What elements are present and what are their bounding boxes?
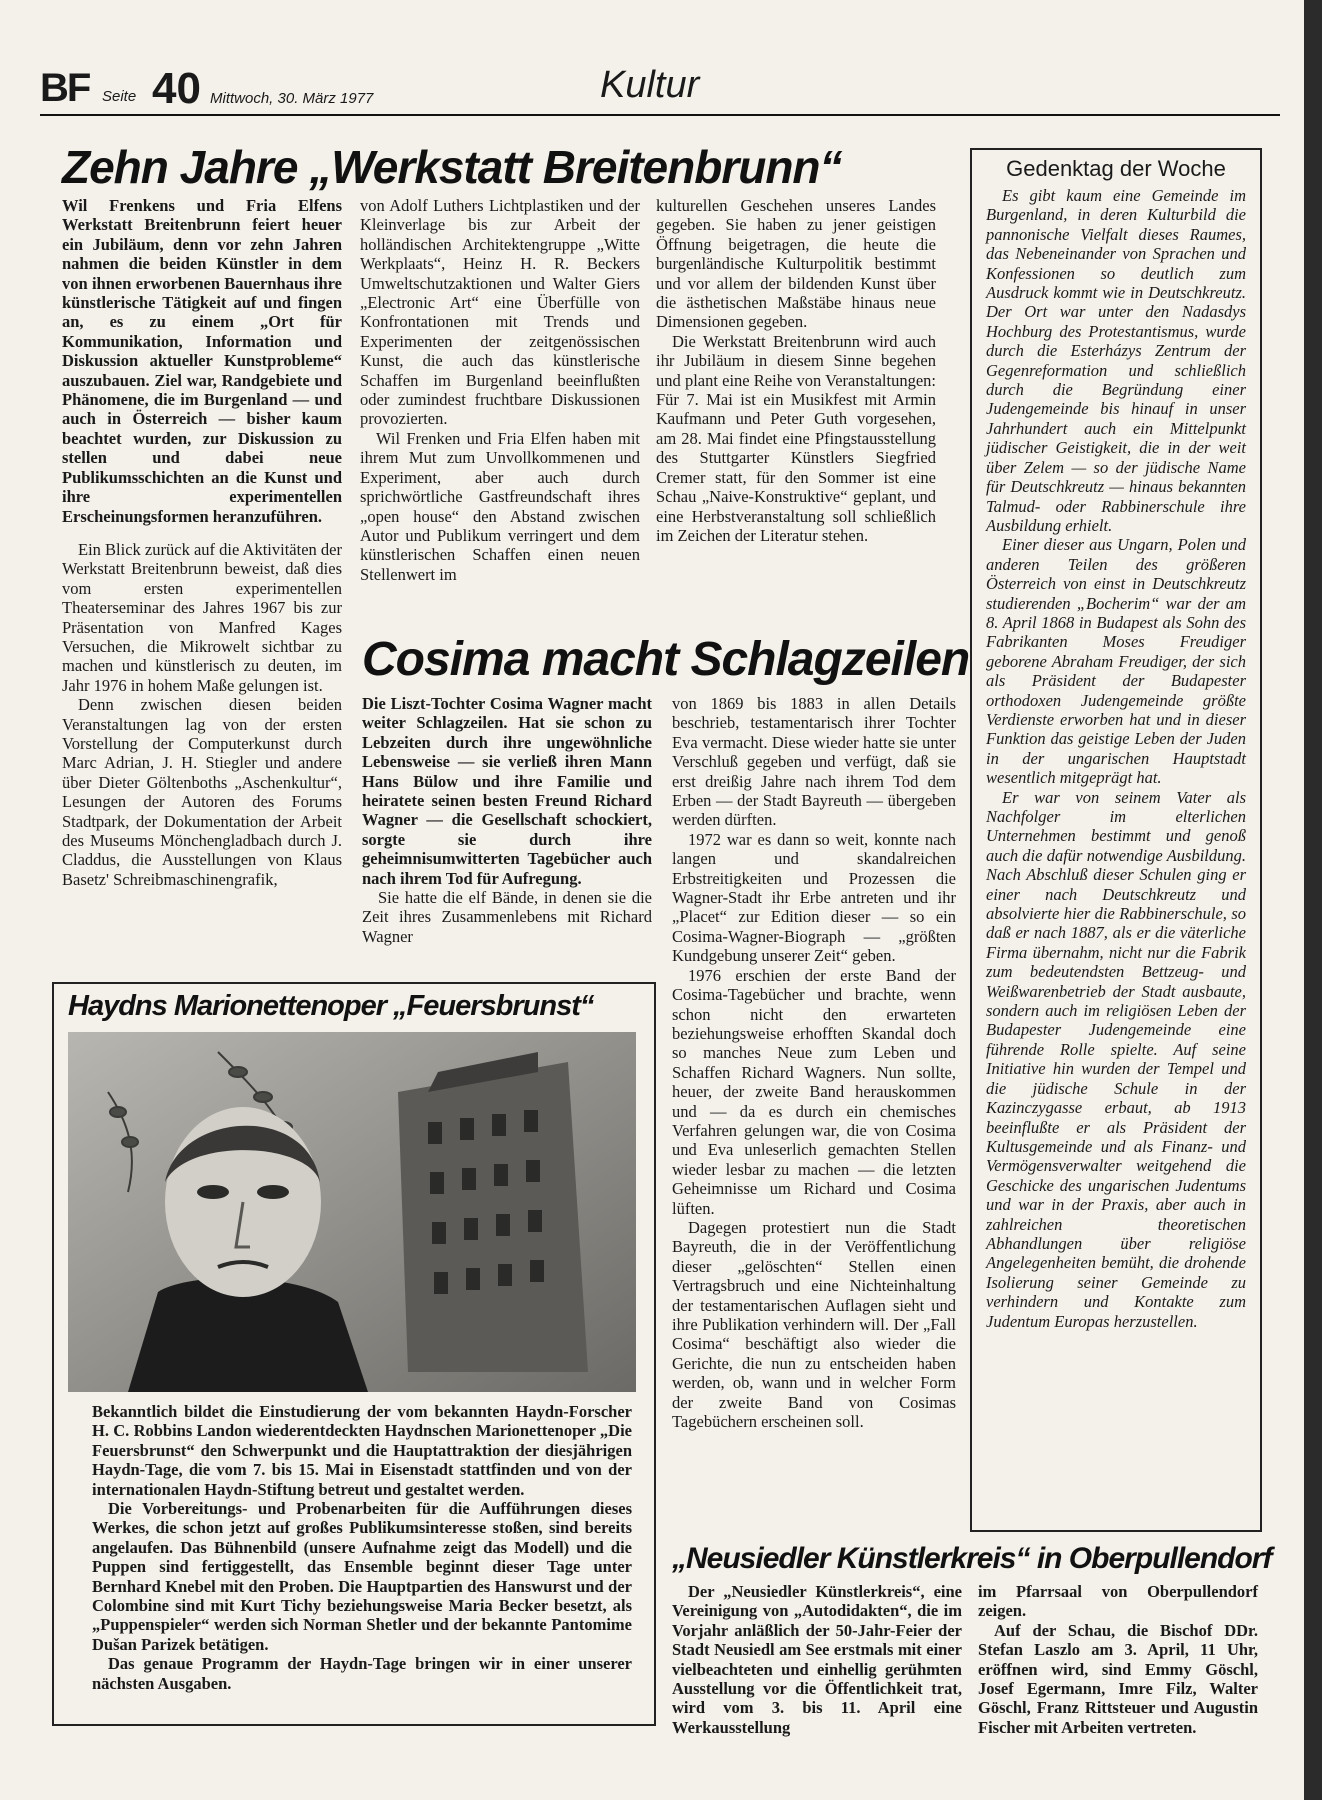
masthead-seite-label: Seite [102,88,137,105]
article4-headline: „Neusiedler Künstlerkreis“ in Oberpullendorf [672,1542,1272,1575]
article4-paragraph: im Pfarrsaal von Oberpullendorf zeigen. [978,1582,1258,1621]
article1-headline: Zehn Jahre „Werkstatt Breitenbrunn“ [62,141,842,193]
sidebar-body [986,186,1246,1331]
building-model [398,1052,588,1372]
article1-paragraph: Ein Blick zurück auf die Aktivitäten der Werkstatt Breitenbrunn beweist, daß dies vom ersten experimentellen Theaterseminar des Jahres 1967 bis zur Präsentation von Manfred Kages Versuchen, die Mikrowelt sichtbar zu machen und künstlerisch zu deuten, im Jahr 1976 in hohem Maße gelungen ist. [62,539,342,695]
article3-lead: Bekanntlich bildet die Einstudierung der vom bekannten Haydn-Forscher H. C. Robbins Landon wiederentdeckten Haydnschen Marionettenoper „Die Feuersbrunst“ den Schwerpunkt und die Hauptattraktion der diesjährigen Haydn-Tage, die vom 7. bis 15. Mai in Eisenstadt stattfinden und von der internationalen Haydn-Stiftung betreut und gestaltet werden. [92,1402,632,1499]
sidebar-paragraph: Es gibt kaum eine Gemeinde im Burgenland, in deren Kulturbild die pannonische Vielfalt dieses Raumes, das Nebeneinander von Sprachen und Konfessionen so deutlich zum Ausdruck kommt wie in Deutschkreutz. Der Ort war unter den Nadasdys Hochburg des Protestantismus, wurde durch die Esterházys Zentrum der Gegenreformation und schließlich durch die Begründung einer Judengemeinde bis hinauf in unser Jahrhundert auch ein Mittelpunkt jüdischer Geistigkeit, die in der weit über Zelem — so der jüdische Name für Deutschkreutz — hinaus bekannten Talmud- oder Rabbinerschule ihre Ausbildung erhielt. [986,186,1246,535]
article2-paragraph: von 1869 bis 1883 in allen Details beschrieb, testamentarisch ihrer Tochter Eva vermacht. Diese wieder hatte sie unter Verschluß gegeben und verfügt, daß sie erst dreißig Jahre nach ihrem Tod dem Erben — der Stadt Bayreuth — übergeben werden dürften. [672,694,956,830]
article2-column-2 [672,694,956,1431]
masthead-logo: BF [40,66,90,110]
article4-paragraph: Der „Neusiedler Künstlerkreis“, eine Vereinigung von „Autodidakten“, die im Vorjahr anläßlich der 50-Jahr-Feier der Stadt Neusiedl am See erstmals mit einer vielbeachteten und einhellig gerühmten Ausstellung vor die Öffentlichkeit trat, wird vom 3. bis 11. April eine Werkausstellung [672,1582,962,1737]
article3-body [92,1402,632,1693]
article4-column-1 [672,1582,962,1737]
issue-date: Mittwoch, 30. März 1977 [210,90,374,107]
page-edge-shadow [1304,0,1322,1800]
article2-column-1 [362,694,652,946]
sidebar-title: Gedenktag der Woche [1006,156,1226,181]
section-title: Kultur [600,64,700,106]
page-number: 40 [152,64,201,113]
marionette-stage-model-photo [68,1032,636,1392]
sidebar-paragraph: Einer dieser aus Ungarn, Polen und anderen Teilen des größeren Österreich von einst in Deutschkreutz studierenden „Bocherim“ war der am 8. April 1868 in Budapest als Sohn des Fabrikanten Moses Freudiger geborene Abraham Freudiger, der sich als Präsident der Budapester orthodoxen Judengemeinde größte Verdienste erworben hat und in dieser Funktion das geistige Leben der Juden in der ungarischen Hauptstadt wesentlich mitgeprägt hat. [986,535,1246,788]
article2-headline: Cosima macht Schlagzeilen [362,633,970,686]
article1-paragraph: Wil Frenken und Fria Elfen haben mit ihrem Mut zum Unvollkommenen und Experiment, aber auch durch sprichwörtliche Gastfreundschaft ihres „open house“ den Abstand zwischen Autor und Publikum verringert und dem künstlerischen Schaffen einen neuen Stellenwert im [360,428,640,584]
article2-paragraph: 1972 war es dann so weit, konnte nach langen und skandalreichen Erbstreitigkeiten und Prozessen die Wagner-Stadt ihr Erbe antreten und ihr „Placet“ zur Edition dieser — so ein Cosima-Wagner-Biograph — „größten Kundgebung unserer Zeit“ geben. [672,829,956,966]
article1-paragraph: Denn zwischen diesen beiden Veranstaltungen lag von der ersten Vorstellung der Computerkunst durch Marc Adrian, J. H. Stiegler und andere über Dieter Göltenboths „Aschenkultur“, Lesungen der Autoren des Forums Stadtpark, der Dokumentation der Arbeit des Museums Mönchengladbach durch J. Claddus, die Ausstellungen von Klaus Basetz' Schreibmaschinengrafik, [62,695,342,889]
article1-column-1 [62,196,342,889]
photo-illustration [68,1032,636,1392]
article4-column-2 [978,1582,1258,1737]
article1-lead: Wil Frenkens und Fria Elfens Werkstatt Breitenbrunn feiert heuer ein Jubiläum, denn vor zehn Jahren nahmen die beiden Künstler in dem von ihnen erworbenen Bauernhaus ihre künstlerische Tätigkeit auf und fingen an, es zu einem „Ort für Kommunikation, Information und Diskussion aktueller Kunstprobleme“ auszubauen. Ziel war, Randgebiete und Phänomene, die im Burgenland — und auch in Österreich — bisher kaum beachtet wurden, zur Diskussion zu stellen und dabei neue Publikumsschichten an die Kunst und ihre experimentellen Erscheinungsformen heranzuführen. [62,196,342,526]
sidebar-gedenktag-box [970,148,1262,1532]
article1-column-2 [360,196,640,584]
article1-column-3 [656,196,936,545]
masthead [40,62,1280,116]
article3-headline: Haydns Marionettenoper „Feuersbrunst“ [68,990,594,1022]
article2-paragraph: Sie hatte die elf Bände, in denen sie die Zeit ihres Zusammenlebens mit Richard Wagner [362,888,652,946]
article2-lead: Die Liszt-Tochter Cosima Wagner macht weiter Schlagzeilen. Hat sie schon zu Lebzeiten durch ihre ungewöhnliche Lebensweise — sie verließ ihren Mann Hans Bülow und ihre Familie und heiratete seinen besten Freund Richard Wagner — die Gesellschaft schockiert, sorgte sie durch ihre geheimnisumwitterten Tagebücher auch nach ihrem Tod für Aufregung. [362,694,652,888]
article1-paragraph: Die Werkstatt Breitenbrunn wird auch ihr Jubiläum in diesem Sinne begehen und plant eine Reihe von Veranstaltungen: Für 7. Mai ist ein Musikfest mit Armin Kaufmann und Peter Guth vorgesehen, am 28. Mai findet eine Pfingstausstellung des Stuttgarter Künstlers Siegfried Cremer statt, für den Sommer ist eine Schau „Naive-Konstruktive“ geplant, und eine Herbstveranstaltung soll schließlich im Zeichen der Literatur stehen. [656,331,936,545]
article4-paragraph: Auf der Schau, die Bischof DDr. Stefan Laszlo am 3. April, 11 Uhr, eröffnen wird, sind Emmy Göschl, Josef Egermann, Imre Filz, Walter Göschl, Franz Rittsteuer und Augustin Fischer mit Arbeiten vertreten. [978,1620,1258,1737]
article2-paragraph: 1976 erschien der erste Band der Cosima-Tagebücher und brachte, wenn schon nicht den erwarteten beziehungsweise erhofften Skandal doch so manches Neue zum Leben und Schaffen Richard Wagners. Nun sollte, heuer, der zweite Band herauskommen und — da es durch ein chemisches Verfahren gelungen war, die von Cosima und Eva unleserlich gemachten Stellen wieder lesbar zu machen — die letzten Geheimnisse um Richard und Cosima lüften. [672,965,956,1218]
article1-paragraph: kulturellen Geschehen unseres Landes gegeben. Sie haben zu jener geistigen Öffnung beigetragen, die heute die burgenländische Kulturpolitik bestimmt und vor allem der bildenden Kunst über die ästhetischen Maßstäbe hinaus neue Dimensionen gegeben. [656,196,936,332]
sidebar-paragraph: Er war von seinem Vater als Nachfolger im elterlichen Unternehmen bestimmt und genoß auch die dafür notwendige Ausbildung. Nach Abschluß dieser Schulen ging er einer nach Deutschkreutz und absolvierte hier die Rabbinerschule, so daß er nach 1887, als er die väterliche Firma übernahm, nicht nur die Fabrik zum bedeutendsten Bettzeug- und Weißwarenbetrieb der Stadt ausbaute, sondern auch im religiösen Leben der Budapester Judengemeinde eine führende Rolle spielte. Auf seine Initiative hin wurden der Tempel und die jüdische Schule in der Kazinczygasse erbaut, ab 1913 beeinflußte er als Präsident der Kultusgemeinde und als Finanz- und Vermögensverwalter weitgehend die Geschicke des ungarischen Judentums und war in der Praxis, aber auch in zahlreichen theoretischen Abhandlungen über religiöse Angelegenheiten bemüht, die drohende Isolierung seiner Gemeinde zu verhindern und Kontakte zum Judentum Europas herzustellen. [986,787,1246,1331]
article3-paragraph: Die Vorbereitungs- und Probenarbeiten für die Aufführungen dieses Werkes, die schon jetzt auf großes Publikumsinteresse stoßen, sind bereits angelaufen. Das Bühnenbild (unsere Aufnahme zeigt das Modell) und die Puppen sind fertiggestellt, das Ensemble beginnt dieser Tage unter Bernhard Knebel mit den Proben. Die Hauptpartien des Hanswurst und der Colombine sind mit Kurt Tichy beziehungsweise Maria Becker besetzt, als „Puppenspieler“ werden sich Norman Shetler und der bekannte Pantomime Dušan Parizek betätigen. [92,1499,632,1654]
article2-paragraph: Dagegen protestiert nun die Stadt Bayreuth, die in der Veröffentlichung dieser „gelöschten“ Stellen einen Vertragsbruch und eine Nichteinhaltung der testamentarischen Auflagen sieht und ihre Publikation verhindern will. Der „Fall Cosima“ beschäftigt also wieder die Gerichte, die nun zu entscheiden haben werden, ob, wann und in welcher Form der zweite Band von Cosimas Tagebüchern erscheinen soll. [672,1217,956,1432]
article1-paragraph: von Adolf Luthers Lichtplastiken und der Kleinverlage bis zur Arbeit der holländischen Architektengruppe „Witte Werkplaats“, Heinz H. R. Beckers Umweltschutzaktionen und Walter Giers „Electronic Art“ eine Überfülle von Konfrontationen mit Trends und Experimenten der zeitgenössischen Kunst, die auch das künstlerische Schaffen im Burgenland beeinflußten oder zumindest fruchtbare Diskussionen provozierten. [360,196,640,429]
article3-paragraph: Das genaue Programm der Haydn-Tage bringen wir in einer unserer nächsten Ausgaben. [92,1654,632,1693]
article3-box [52,982,656,1726]
